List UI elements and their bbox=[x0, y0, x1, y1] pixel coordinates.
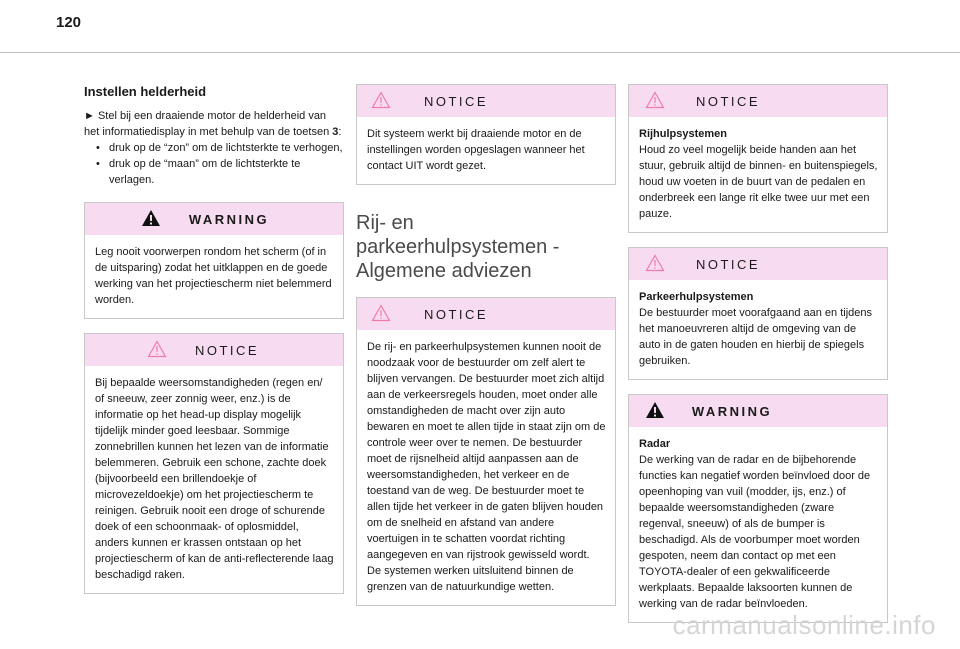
intro-key: 3 bbox=[332, 126, 339, 138]
notice-text: De rij- en parkeerhulpsystemen kunnen nooit de noodzaak voor de bestuurder om zelf alert te blijven vervangen. De bestuurder moet zich altijd aan de verkeersregels houden, moet onder alle omstandigheden de macht over zijn auto bewaren en moet te allen tijde in staat zijn om de controle weer over te nemen. De bestuurder moet de rijsnelheid altijd aanpassen aan de weersomstandigheden, het verkeer en de toestand van de weg. De bestuurder moet te allen tijde het verkeer in de gaten blijven houden om de snelheid en afstand van andere voertuigen in te schatten voordat richting aangegeven en van rijstrook gewisseld wordt. De systemen werken uitsluitend binnen de grenzen van de natuurkundige wetten. bbox=[367, 341, 606, 593]
warning-body bbox=[629, 427, 887, 622]
list-item: • druk op de “maan” om de lichtsterkte te verlagen. bbox=[96, 156, 344, 188]
section-heading-brightness: Instellen helderheid bbox=[84, 84, 207, 99]
warning-subhead: Radar bbox=[639, 438, 671, 450]
column-3 bbox=[628, 70, 888, 623]
notice-text: Dit systeem werkt bij draaiende motor en de instellingen worden opgeslagen wanneer het contact UIT wordt gezet. bbox=[367, 128, 585, 172]
notice-title: NOTICE bbox=[695, 93, 761, 109]
caution-triangle-icon bbox=[147, 340, 167, 358]
list-item: • druk op de “zon” om de lichtsterkte te verhogen, bbox=[96, 140, 344, 156]
notice-subhead: Rijhulpsystemen bbox=[639, 128, 728, 140]
chapter-heading-line: Rij- en bbox=[356, 212, 414, 234]
column-1 bbox=[84, 84, 344, 594]
chapter-heading bbox=[356, 211, 616, 283]
notice-box-header bbox=[629, 85, 887, 117]
intro-text: Stel bij een draaiende motor de helderheid van het informatiedisplay in met behulp van de toetsen bbox=[84, 110, 330, 138]
notice-box-readability bbox=[84, 333, 344, 594]
notice-body bbox=[629, 117, 887, 232]
warning-box-screen bbox=[84, 202, 344, 319]
warning-text: De werking van de radar en de bijbehorende functies kan negatief worden beïnvloed door de opeenhoping van vuil (modder, ijs, enz.) of bepaalde weersomstandigheden (zware regenval, sneeuw) of als de bumper is beschadigd. Als de voorbumper moet worden gespoten, neem dan contact op met een TOYOTA-dealer of een gekwalificeerde werkplaats. Bepaalde laksoorten kunnen de werking van de radar beïnvloeden. bbox=[639, 454, 871, 610]
page-number: 120 bbox=[56, 14, 82, 31]
caution-triangle-icon bbox=[371, 304, 391, 322]
brightness-intro bbox=[84, 108, 344, 140]
notice-box-header bbox=[85, 334, 343, 366]
brightness-bullets bbox=[96, 140, 344, 188]
notice-box-parking-aids bbox=[628, 247, 888, 380]
chapter-heading-line: Algemene adviezen bbox=[356, 260, 532, 282]
intro-colon: : bbox=[338, 126, 342, 138]
notice-box-header bbox=[357, 85, 615, 117]
warning-box-header bbox=[85, 203, 343, 235]
notice-text: Bij bepaalde weersomstandigheden (regen en/ of sneeuw, zeer zonnig weer, enz.) is de informatie op het head-up display mogelijk tijdelijk minder goed leesbaar. Sommige zonnebrillen kunnen het lezen van de informatie belemmeren. Gebruik een schone, zachte doek (bijvoorbeeld een brillendoekje of microvezeldoekje) om het projectiescherm te reinigen. Gebruik nooit een droge of schurende doek of een schoonmaak- of oplosmiddel, anders kunnen er krassen ontstaan op het projectiescherm of kan de anti-reflecterende laag beschadigd raken. bbox=[95, 377, 334, 581]
notice-subhead: Parkeerhulpsystemen bbox=[639, 291, 754, 303]
notice-title: NOTICE bbox=[194, 342, 260, 358]
notice-box-driving-aids bbox=[628, 84, 888, 233]
notice-box-engine bbox=[356, 84, 616, 185]
notice-body bbox=[629, 280, 887, 379]
arrow-icon: ► bbox=[84, 110, 95, 122]
column-2 bbox=[356, 70, 616, 606]
caution-triangle-icon bbox=[645, 91, 665, 109]
warning-title: WARNING bbox=[691, 403, 773, 419]
notice-text: De bestuurder moet voorafgaand aan en tijdens het manoeuvreren altijd de omgeving van de auto in de gaten houden en hierbij de spiegels gebruiken. bbox=[639, 307, 872, 367]
notice-box-header bbox=[629, 248, 887, 280]
warning-triangle-icon bbox=[645, 401, 665, 419]
chapter-heading-line: parkeerhulpsystemen - bbox=[356, 236, 560, 258]
header-divider bbox=[0, 52, 960, 53]
notice-box-driver-assist bbox=[356, 297, 616, 606]
caution-triangle-icon bbox=[645, 254, 665, 272]
notice-title: NOTICE bbox=[423, 306, 489, 322]
notice-title: NOTICE bbox=[423, 93, 489, 109]
notice-title: NOTICE bbox=[695, 256, 761, 272]
warning-triangle-icon bbox=[141, 209, 161, 227]
warning-title: WARNING bbox=[188, 211, 270, 227]
watermark: carmanualsonline.info bbox=[672, 610, 936, 640]
notice-text: Houd zo veel mogelijk beide handen aan het stuur, gebruik altijd de binnen- en buitenspiegels, houd uw voeten in de buurt van de pedalen en onderbreek een lange rit elke twee uur met een pauze. bbox=[639, 144, 878, 220]
warning-box-radar bbox=[628, 394, 888, 623]
notice-box-header bbox=[357, 298, 615, 330]
warning-text: Leg nooit voorwerpen rondom het scherm (of in de uitsparing) zodat het uitklappen en de goede werking van het projectiescherm niet belemmerd worden. bbox=[95, 246, 332, 306]
warning-box-header bbox=[629, 395, 887, 427]
caution-triangle-icon bbox=[371, 91, 391, 109]
